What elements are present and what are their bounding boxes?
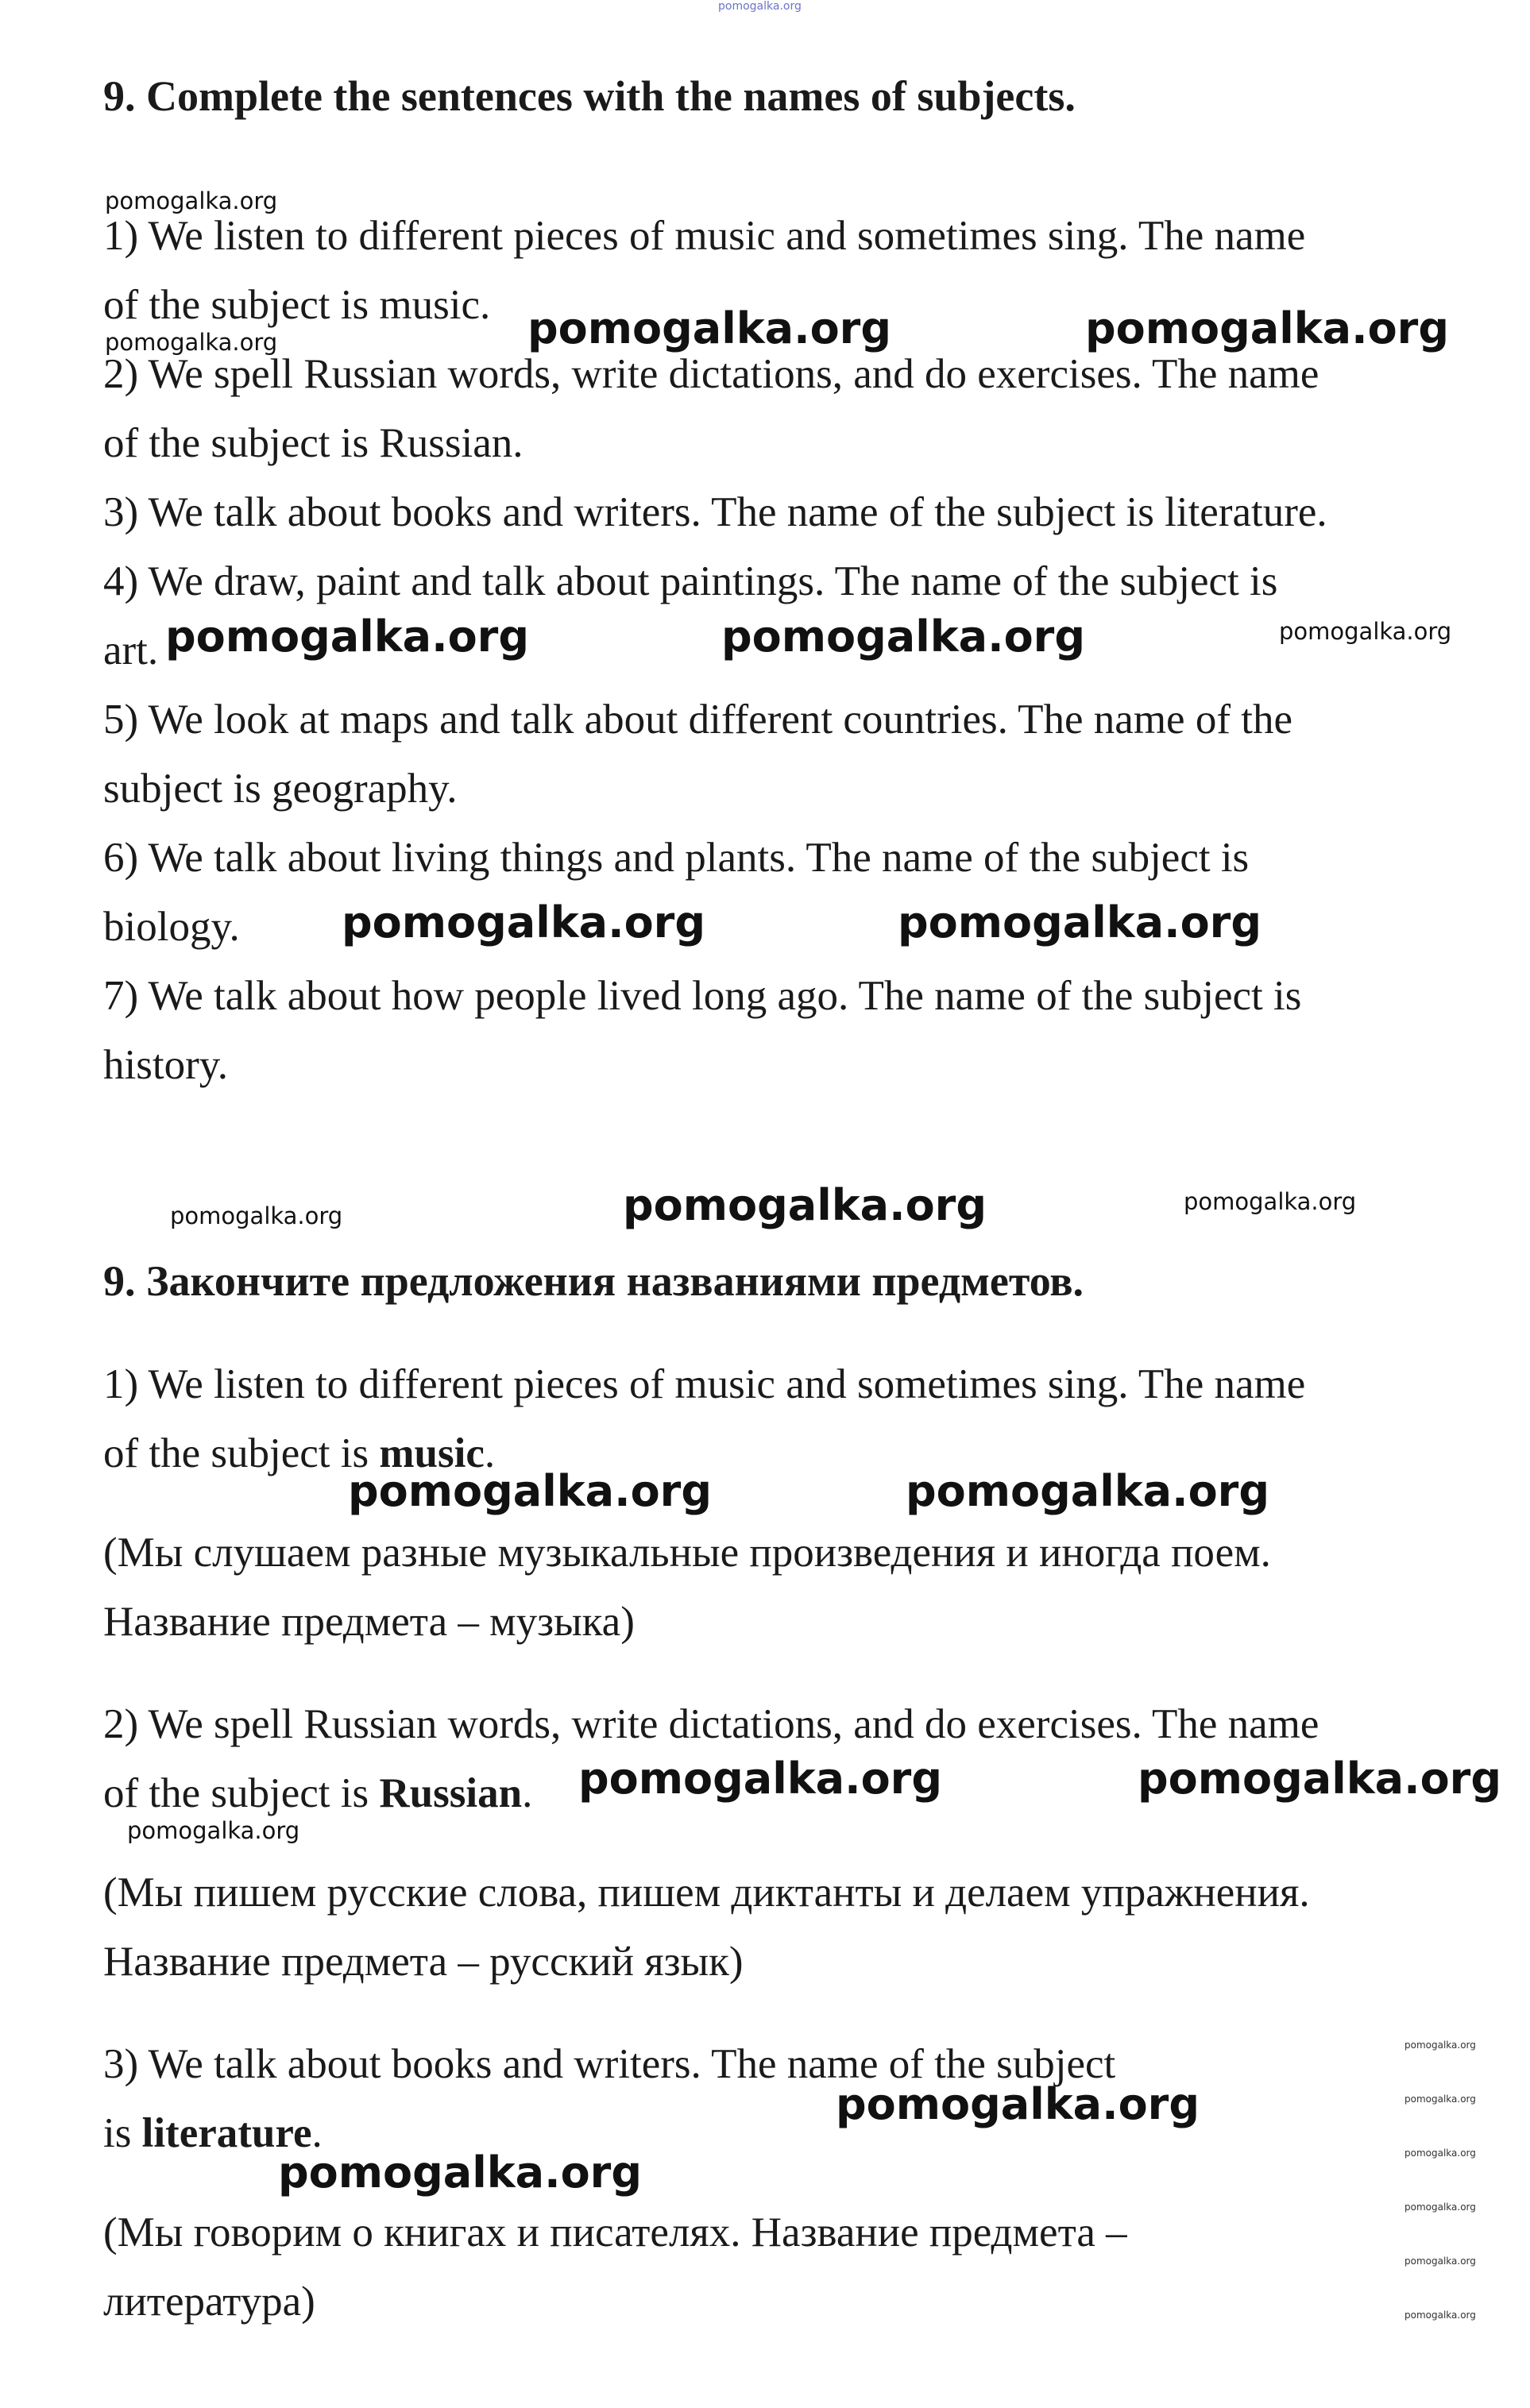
sentence-6-line-2: biology. (103, 904, 240, 950)
watermark-tiny: pomogalka.org (1404, 2148, 1476, 2159)
watermark-tiny: pomogalka.org (1404, 2093, 1476, 2105)
answer-3-ru-line-2: литература) (103, 2279, 315, 2325)
exercise-heading-en: 9. Complete the sentences with the names of subjects. (103, 72, 1076, 120)
watermark-tiny: pomogalka.org (1404, 2256, 1476, 2267)
watermark-small: pomogalka.org (170, 1202, 343, 1229)
answer-2-prefix: of the subject is (103, 1770, 380, 1816)
sentence-3-line-1: 3) We talk about books and writers. The name of the subject is literature. (103, 489, 1327, 535)
answer-2-en-line-1: 2) We spell Russian words, write dictations, and do exercises. The name (103, 1701, 1319, 1747)
answer-1-prefix: of the subject is (103, 1430, 380, 1476)
sentence-1-line-1: 1) We listen to different pieces of music and sometimes sing. The name (103, 213, 1306, 259)
watermark-small: pomogalka.org (105, 187, 278, 214)
sentence-5-line-2: subject is geography. (103, 766, 458, 812)
answer-1-bold: music (379, 1430, 485, 1476)
answer-2-ru (103, 1858, 1470, 1997)
watermark-large: pomogalka.org (348, 1466, 712, 1516)
answer-3-en-line-1: 3) We talk about books and writers. The name of the subject (103, 2041, 1116, 2087)
watermark-small: pomogalka.org (1184, 1188, 1357, 1215)
watermark-large: pomogalka.org (721, 612, 1085, 662)
watermark-large: pomogalka.org (836, 2079, 1200, 2129)
watermark-small: pomogalka.org (1279, 618, 1452, 645)
answer-3-prefix: is (103, 2110, 142, 2156)
watermark-large: pomogalka.org (623, 1180, 987, 1230)
answer-1-ru-line-2: Название предмета – музыка) (103, 1599, 635, 1645)
sentence-4-line-2: art. (103, 627, 159, 673)
answer-1-ru-line-1: (Мы слушаем разные музыкальные произведения и иногда поем. (103, 1530, 1271, 1576)
exercise-heading-ru: 9. Закончите предложения названиями предметов. (103, 1257, 1084, 1305)
sentence-7-line-2: history. (103, 1042, 229, 1088)
watermark-large: pomogalka.org (278, 2148, 642, 2198)
watermark-small: pomogalka.org (127, 1817, 300, 1844)
answer-2-ru-line-2: Название предмета – русский язык) (103, 1939, 744, 1985)
watermark-tiny: pomogalka.org (1404, 2202, 1476, 2213)
sentence-7-line-1: 7) We talk about how people lived long ago. The name of the subject is (103, 973, 1302, 1019)
watermark-large: pomogalka.org (906, 1466, 1269, 1516)
watermark-small: pomogalka.org (105, 329, 278, 356)
answer-3-ru-line-1: (Мы говорим о книгах и писателях. Название предмета – (103, 2209, 1127, 2256)
answer-3-ru (103, 2198, 1470, 2337)
watermark-large: pomogalka.org (898, 897, 1261, 947)
answer-2-suffix: . (522, 1770, 533, 1816)
sentence-2-line-2: of the subject is Russian. (103, 420, 524, 466)
answer-2-ru-line-1: (Мы пишем русские слова, пишем диктанты и делаем упражнения. (103, 1870, 1310, 1916)
answer-3-bold: literature (141, 2110, 312, 2156)
sentence-2-line-1: 2) We spell Russian words, write dictations, and do exercises. The name (103, 351, 1319, 397)
top-watermark: pomogalka.org (718, 0, 802, 13)
watermark-large: pomogalka.org (1138, 1754, 1501, 1804)
sentence-5-line-1: 5) We look at maps and talk about different countries. The name of the (103, 697, 1292, 743)
answer-2-bold: Russian (379, 1770, 523, 1816)
answer-1-en-line-1: 1) We listen to different pieces of music and sometimes sing. The name (103, 1361, 1306, 1407)
watermark-large: pomogalka.org (342, 897, 705, 947)
watermark-large: pomogalka.org (1085, 303, 1449, 353)
sentence-4-line-1: 4) We draw, paint and talk about paintings. The name of the subject is (103, 558, 1278, 604)
watermark-tiny: pomogalka.org (1404, 2310, 1476, 2321)
sentence-1-line-2: of the subject is music. (103, 282, 491, 328)
answer-1-ru (103, 1519, 1470, 1657)
sentence-6-line-1: 6) We talk about living things and plants. The name of the subject is (103, 835, 1250, 881)
watermark-tiny: pomogalka.org (1404, 2039, 1476, 2051)
watermark-large: pomogalka.org (165, 612, 529, 662)
answer-1-suffix: . (484, 1430, 496, 1476)
watermark-large: pomogalka.org (527, 303, 891, 353)
watermark-large: pomogalka.org (578, 1754, 942, 1804)
answer-3-suffix: . (311, 2110, 323, 2156)
